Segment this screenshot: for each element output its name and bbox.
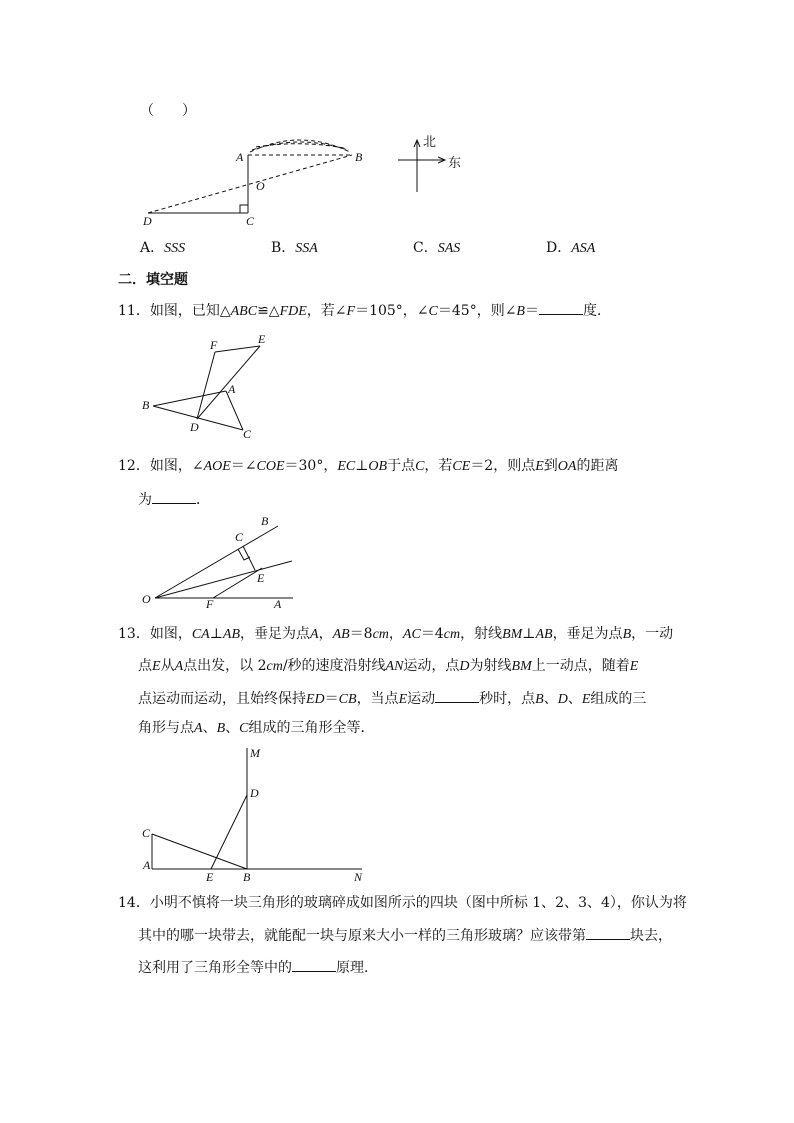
q14-text-line2: 其中的哪一块带去，就能配一块与原来大小一样的三角形玻璃？应该带第 块去， bbox=[138, 925, 672, 946]
q14-blank-1[interactable] bbox=[586, 925, 630, 940]
q12-text-line2: 为 ． bbox=[138, 489, 210, 510]
option-d: D．ASA bbox=[546, 240, 596, 256]
q13-text-line3: 点运动而运动，且始终保持ED＝CB，当点E运动 秒时，点B、D、E组成的三 bbox=[138, 688, 646, 710]
option-c: C．SAS bbox=[413, 240, 461, 256]
answer-bracket: （ ） bbox=[140, 103, 196, 119]
q14-blank-2[interactable] bbox=[292, 957, 336, 972]
q13-text-line4: 角形与点A、B、C组成的三角形全等． bbox=[138, 720, 375, 736]
label-A: A bbox=[228, 382, 236, 396]
label-C: C bbox=[243, 427, 252, 441]
q14-text-line1: 14．小明不慎将一块三角形的玻璃碎成如图所示的四块（图中所标 1、2、3、4），你认为将 bbox=[118, 895, 687, 911]
label-D: D bbox=[190, 420, 199, 434]
section-heading: 二．填空题 bbox=[118, 272, 188, 288]
label-B: B bbox=[243, 870, 251, 884]
label-E: E bbox=[257, 571, 265, 585]
label-A: A bbox=[236, 150, 244, 164]
option-b: B．SSA bbox=[271, 240, 318, 256]
q11-text: 11．如图，已知△ABC≌△FDE，若∠F＝105°，∠C＝45°，则∠B＝ 度． bbox=[118, 300, 611, 322]
label-B: B bbox=[142, 398, 150, 412]
label-N: N bbox=[354, 870, 363, 884]
label-A: A bbox=[274, 597, 282, 611]
label-F: F bbox=[210, 338, 218, 352]
label-B: B bbox=[261, 514, 269, 528]
compass-north-label: 北 bbox=[423, 135, 437, 150]
q13-text-line1: 13．如图，CA⊥AB，垂足为点A，AB＝8cm，AC＝4cm，射线BM⊥AB，垂足为点B，一动 bbox=[118, 626, 674, 642]
label-C: C bbox=[142, 826, 151, 840]
q14-text-line3: 这利用了三角形全等中的 原理． bbox=[138, 957, 378, 978]
q13-text-line2: 点E从A点出发，以 2cm/秒的速度沿射线AN运动，点D为射线BM上一动点，随着E bbox=[138, 658, 639, 674]
label-D: D bbox=[250, 786, 259, 800]
label-B: B bbox=[355, 150, 363, 164]
label-E: E bbox=[206, 870, 214, 884]
label-E: E bbox=[258, 332, 266, 346]
label-C: C bbox=[246, 214, 255, 228]
label-C: C bbox=[235, 530, 244, 544]
segment-CB bbox=[152, 834, 247, 869]
q12-text-line1: 12．如图，∠AOE＝∠COE＝30°，EC⊥OB于点C，若CE＝2，则点E到OA的距离 bbox=[118, 458, 619, 474]
label-M: M bbox=[250, 746, 260, 760]
label-A: A bbox=[143, 858, 151, 872]
option-a: A．SSS bbox=[140, 240, 186, 256]
label-F: F bbox=[206, 597, 214, 611]
label-O: O bbox=[142, 592, 151, 606]
segment-ED bbox=[211, 795, 247, 869]
label-O: O bbox=[256, 179, 265, 193]
label-D: D bbox=[143, 214, 152, 228]
compass-east-label: 东 bbox=[448, 156, 462, 171]
